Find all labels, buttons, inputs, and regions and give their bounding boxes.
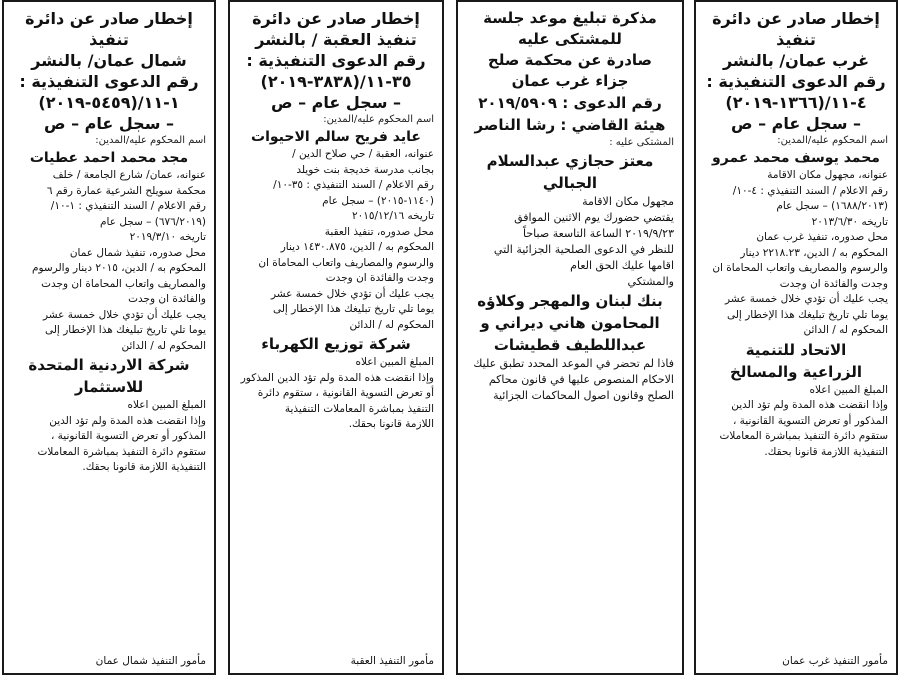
signature: مأمور التنفيذ العقبة [350,655,434,667]
signature: مأمور التنفيذ شمال عمان [95,655,206,667]
debtor-label: اسم المحكوم عليه/المدين: [323,114,434,125]
notice-closing: المبلغ المبين اعلاه وإذا انقضت هذه المدة ولم تؤد الدين المذكور أو تعرض التسوية القانونية ، ستقوم دائرة التنفيذ بمباشرة المعاملات التنفيذية اللازمة قانونا بحقك. [719,383,888,458]
notice-heading: إخطار صادر عن دائرة تنفيذ العقبة / بالنشر رقم الدعوى التنفيذية : ٣٥-١١/(٣٨٣٨-٢٠١٩) – سجل عام – ص [246,9,426,112]
notice-closing: المبلغ المبين اعلاه وإذا انقضت هذه المدة ولم تؤد الدين المذكور أو تعرض التسوية القانونية ، ستقوم دائرة التنفيذ بمباشرة المعاملات التنفيذية اللازمة قانونا بحقك. [240,356,434,430]
creditor-name: شركة توزيع الكهرباء [261,335,411,353]
debtor-label: اسم المحكوم عليه/المدين: [95,135,206,146]
memo-closing: فاذا لم تحضر في الموعد المحدد تطبق عليك الاحكام المنصوص عليها في قانون محاكم الصلح وقانون اصول المحاكمات الجزائية [473,357,674,402]
notice-hearing-memo [456,0,684,675]
case-number: رقم الدعوى : ٢٠١٩/٥٩٠٩ [478,94,662,112]
notice-north-amman [2,0,216,675]
debtor-label: اسم المحكوم عليه/المدين: [777,135,888,146]
accused-name: معتز حجازي عبدالسلام الجبالي [486,152,654,192]
notice-heading: إخطار صادر عن دائرة تنفيذ غرب عمان/ بالنشر رقم الدعوى التنفيذية : ٤-١١/(١٣٦٦-٢٠١٩) – سجل عام – ص [706,9,886,133]
notice-west-amman [694,0,898,675]
notice-closing: المبلغ المبين اعلاه وإذا انقضت هذه المدة ولم تؤد الدين المذكور أو تعرض التسوية القانونية ، ستقوم دائرة التنفيذ بمباشرة المعاملات التنفيذية اللازمة قانونا بحقك. [37,399,206,473]
notice-heading: إخطار صادر عن دائرة تنفيذ شمال عمان/ بالنشر رقم الدعوى التنفيذية : ١-١١/(٥٤٥٩-٢٠١٩) – سجل عام – ص [19,9,199,133]
creditor-name: شركة الاردنية المتحدة للاستثمار [28,356,190,396]
memo-heading: مذكرة تبليغ موعد جلسة للمشتكى عليه صادرة عن محكمة صلح جزاء غرب عمان [483,9,657,90]
complainant-name: بنك لبنان والمهجر وكلاؤه المحامون هاني ديراني و عبداللطيف قطيشات [477,292,663,354]
notice-body: عنوانه، العقبة / حي صلاح الدين / بجانب مدرسة خديجة بنت خويلد رقم الاعلام / السند التنفيذي : ٣٥-١٠/ (١١٤٠-٢٠١٥) – سجل عام تاريخه ٢٠١٥/١٢/١٦ محل صدوره، تنفيذ العقبة المحكوم به / الدين، ١٤٣٠.٨٧٥ دينار والرسوم والمصاريف واتعاب المحاماة ان وجدت والفائدة ان وجدت يجب عليك أن تؤدي خلال خمسة عشر يوما تلي تاريخ تبليغك هذا الإخطار إلى المحكوم له / الدائن [258,148,434,331]
notice-aqaba [228,0,444,675]
signature: مأمور التنفيذ غرب عمان [782,655,888,667]
memo-body: مجهول مكان الاقامة يقتضي حضورك يوم الاثنين الموافق ٢٠١٩/٩/٢٣ الساعة التاسعة صباحاً للنظر في الدعوى الصلحية الجزائية التي اقامها عليك الحق العام والمشتكي [493,195,674,288]
judge-name: هيئة القاضي : رشا الناصر [474,116,666,134]
debtor-name: عايد فريح سالم الاحيوات [251,129,421,145]
notice-body: عنوانه، مجهول مكان الاقامة رقم الاعلام / السند التنفيذي : ٤-١٠/ (١٦٨٨/٢٠١٣) – سجل عام تاريخه ٢٠١٣/٦/٣٠ محل صدوره، تنفيذ غرب عمان المحكوم به / الدين، ٢٢١٨.٢٣ دينار والرسوم والمصاريف واتعاب المحاماة ان وجدت والفائدة ان وجدت يجب عليك أن تؤدي خلال خمسة عشر يوما تلي تاريخ تبليغك هذا الإخطار إلى المحكوم له / الدائن [712,169,888,336]
notice-body: عنوانه، عمان/ شارع الجامعة / خلف محكمة سويلح الشرعية عمارة رقم ٦ رقم الاعلام / السند التنفيذي : ١-١٠/ (٦٧٦/٢٠١٩) – سجل عام تاريخه ٢٠١٩/٣/١٠ محل صدوره، تنفيذ شمال عمان المحكوم به / الدين، ٢٠١٥ دينار والرسوم والمصاريف واتعاب المحاماة ان وجدت والفائدة ان وجدت يجب عليك أن تؤدي خلال خمسة عشر يوما تلي تاريخ تبليغك هذا الإخطار إلى المحكوم له / الدائن [31,169,206,352]
accused-label: المشتكى عليه : [609,137,674,148]
debtor-name: محمد يوسف محمد عمرو [712,150,880,166]
debtor-name: مجد محمد احمد عطيات [29,150,189,166]
creditor-name: الاتحاد للتنمية الزراعية والمسالخ [729,340,863,381]
